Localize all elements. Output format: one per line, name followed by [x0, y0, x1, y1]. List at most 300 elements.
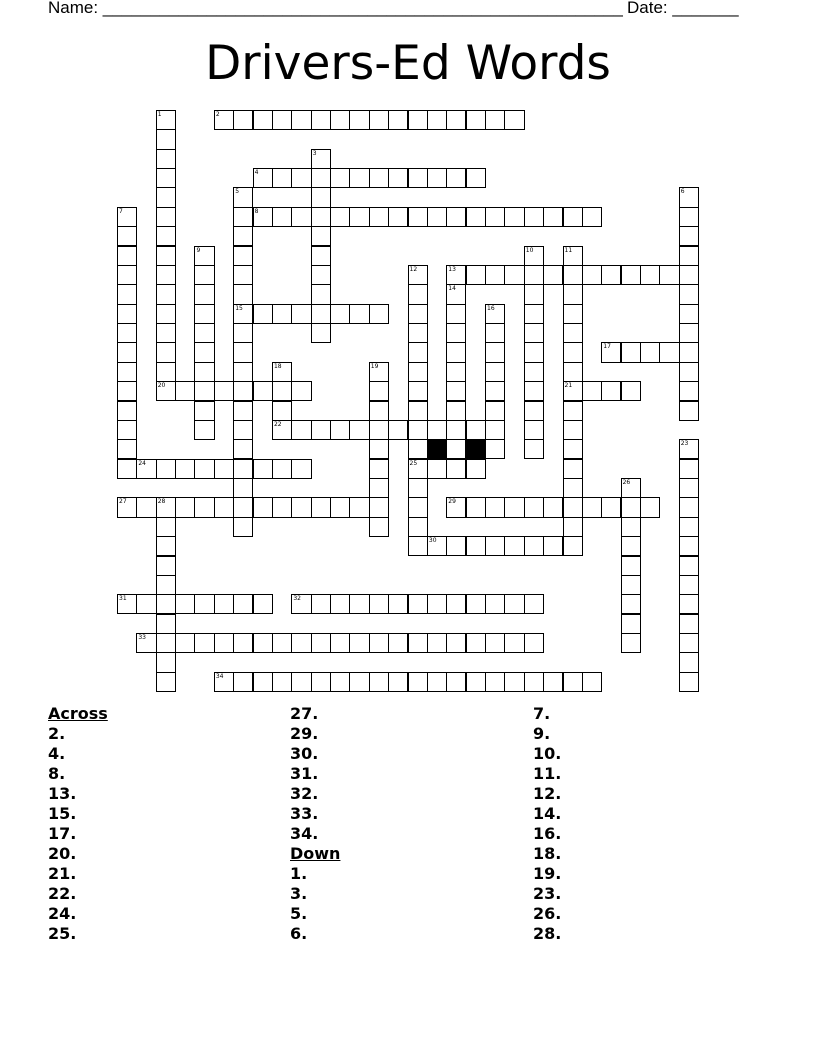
grid-cell[interactable] — [291, 207, 311, 227]
grid-cell[interactable] — [156, 362, 176, 382]
grid-cell[interactable] — [175, 497, 195, 517]
grid-cell[interactable] — [369, 439, 389, 459]
grid-cell[interactable] — [446, 536, 466, 556]
grid-cell[interactable] — [233, 246, 253, 266]
grid-cell[interactable] — [117, 342, 137, 362]
grid-cell[interactable] — [156, 517, 176, 537]
grid-cell[interactable] — [466, 265, 486, 285]
grid-cell[interactable] — [408, 207, 428, 227]
grid-cell[interactable] — [214, 381, 234, 401]
grid-cell[interactable] — [679, 246, 699, 266]
grid-cell[interactable] — [563, 517, 583, 537]
grid-cell[interactable] — [369, 207, 389, 227]
grid-cell[interactable] — [117, 304, 137, 324]
grid-cell[interactable] — [388, 207, 408, 227]
grid-cell[interactable] — [349, 420, 369, 440]
grid-cell[interactable] — [466, 633, 486, 653]
grid-cell[interactable] — [369, 497, 389, 517]
grid-cell[interactable] — [524, 381, 544, 401]
grid-cell[interactable] — [214, 497, 234, 517]
grid-cell[interactable] — [582, 265, 602, 285]
grid-cell[interactable] — [446, 362, 466, 382]
grid-cell[interactable] — [156, 246, 176, 266]
grid-cell[interactable] — [233, 672, 253, 692]
grid-cell[interactable] — [330, 594, 350, 614]
grid-cell[interactable] — [233, 439, 253, 459]
grid-cell[interactable] — [524, 401, 544, 421]
grid-cell[interactable] — [311, 672, 331, 692]
grid-cell[interactable] — [156, 187, 176, 207]
grid-cell[interactable] — [311, 304, 331, 324]
grid-cell[interactable] — [156, 207, 176, 227]
grid-cell[interactable] — [485, 594, 505, 614]
grid-cell[interactable] — [524, 439, 544, 459]
grid-cell[interactable] — [194, 459, 214, 479]
grid-cell[interactable] — [621, 556, 641, 576]
grid-cell[interactable] — [524, 633, 544, 653]
grid-cell[interactable] — [679, 672, 699, 692]
grid-cell[interactable] — [156, 575, 176, 595]
grid-cell[interactable] — [330, 207, 350, 227]
grid-cell[interactable] — [446, 594, 466, 614]
grid-cell[interactable] — [408, 536, 428, 556]
grid-cell[interactable] — [156, 149, 176, 169]
grid-cell[interactable] — [311, 420, 331, 440]
grid-cell[interactable] — [272, 672, 292, 692]
grid-cell[interactable] — [156, 342, 176, 362]
grid-cell[interactable] — [117, 459, 137, 479]
grid-cell[interactable] — [679, 304, 699, 324]
grid-cell[interactable] — [156, 168, 176, 188]
grid-cell[interactable] — [369, 420, 389, 440]
grid-cell[interactable] — [563, 420, 583, 440]
grid-cell[interactable] — [408, 420, 428, 440]
grid-cell[interactable] — [117, 226, 137, 246]
grid-cell[interactable] — [679, 207, 699, 227]
grid-cell[interactable] — [504, 265, 524, 285]
grid-cell[interactable] — [194, 381, 214, 401]
grid-cell[interactable] — [156, 129, 176, 149]
grid-cell[interactable] — [679, 342, 699, 362]
grid-cell[interactable] — [291, 633, 311, 653]
grid-cell[interactable] — [679, 517, 699, 537]
grid-cell[interactable] — [117, 362, 137, 382]
grid-cell[interactable] — [233, 226, 253, 246]
grid-cell[interactable] — [563, 672, 583, 692]
grid-cell[interactable] — [194, 633, 214, 653]
grid-cell[interactable] — [582, 381, 602, 401]
grid-cell[interactable] — [311, 246, 331, 266]
grid-cell[interactable] — [311, 497, 331, 517]
grid-cell[interactable] — [369, 304, 389, 324]
grid-cell[interactable] — [524, 594, 544, 614]
grid-cell[interactable] — [524, 497, 544, 517]
grid-cell[interactable] — [408, 478, 428, 498]
grid-cell[interactable] — [466, 594, 486, 614]
grid-cell[interactable] — [621, 594, 641, 614]
grid-cell[interactable] — [311, 110, 331, 130]
grid-cell[interactable] — [272, 304, 292, 324]
grid-cell[interactable] — [408, 672, 428, 692]
grid-cell[interactable] — [194, 323, 214, 343]
grid-cell[interactable] — [156, 323, 176, 343]
grid-cell[interactable] — [349, 110, 369, 130]
grid-cell[interactable] — [563, 304, 583, 324]
grid-cell[interactable] — [485, 633, 505, 653]
grid-cell[interactable] — [194, 594, 214, 614]
grid-cell[interactable] — [311, 323, 331, 343]
grid-cell[interactable] — [349, 497, 369, 517]
grid-cell[interactable] — [408, 439, 428, 459]
grid-cell[interactable] — [233, 110, 253, 130]
grid-cell[interactable] — [194, 304, 214, 324]
grid-cell[interactable] — [408, 342, 428, 362]
grid-cell[interactable] — [194, 284, 214, 304]
grid-cell[interactable] — [194, 342, 214, 362]
grid-cell[interactable] — [485, 420, 505, 440]
grid-cell[interactable] — [621, 497, 641, 517]
grid-cell[interactable] — [427, 420, 447, 440]
grid-cell[interactable] — [621, 536, 641, 556]
grid-cell[interactable] — [466, 536, 486, 556]
grid-cell[interactable] — [136, 594, 156, 614]
grid-cell[interactable] — [233, 459, 253, 479]
grid-cell[interactable] — [563, 401, 583, 421]
grid-cell[interactable] — [369, 633, 389, 653]
grid-cell[interactable] — [679, 556, 699, 576]
grid-cell[interactable] — [679, 323, 699, 343]
grid-cell[interactable] — [272, 381, 292, 401]
grid-cell[interactable] — [194, 401, 214, 421]
grid-cell[interactable] — [156, 556, 176, 576]
grid-cell[interactable] — [485, 342, 505, 362]
grid-cell[interactable] — [466, 497, 486, 517]
grid-cell[interactable] — [369, 381, 389, 401]
grid-cell[interactable] — [543, 265, 563, 285]
grid-cell[interactable] — [504, 536, 524, 556]
grid-cell[interactable] — [253, 672, 273, 692]
grid-cell[interactable] — [311, 207, 331, 227]
grid-cell[interactable] — [466, 672, 486, 692]
grid-cell[interactable] — [446, 168, 466, 188]
grid-cell[interactable] — [679, 401, 699, 421]
grid-cell[interactable] — [291, 168, 311, 188]
grid-cell[interactable] — [504, 594, 524, 614]
grid-cell[interactable] — [272, 459, 292, 479]
grid-cell[interactable] — [156, 459, 176, 479]
grid-cell[interactable] — [446, 207, 466, 227]
grid-cell[interactable] — [563, 478, 583, 498]
grid-cell[interactable] — [156, 536, 176, 556]
grid-cell[interactable] — [582, 497, 602, 517]
grid-cell[interactable] — [117, 439, 137, 459]
grid-cell[interactable] — [156, 284, 176, 304]
grid-cell[interactable] — [601, 497, 621, 517]
grid-cell[interactable] — [311, 594, 331, 614]
grid-cell[interactable] — [369, 459, 389, 479]
grid-cell[interactable] — [504, 207, 524, 227]
grid-cell[interactable] — [621, 633, 641, 653]
grid-cell[interactable] — [563, 497, 583, 517]
grid-cell[interactable] — [330, 168, 350, 188]
grid-cell[interactable] — [330, 110, 350, 130]
grid-cell[interactable] — [291, 672, 311, 692]
grid-cell[interactable] — [330, 420, 350, 440]
grid-cell[interactable] — [504, 497, 524, 517]
grid-cell[interactable] — [117, 323, 137, 343]
grid-cell[interactable] — [485, 401, 505, 421]
grid-cell[interactable] — [485, 265, 505, 285]
grid-cell[interactable] — [253, 594, 273, 614]
grid-cell[interactable] — [388, 420, 408, 440]
grid-cell[interactable] — [563, 284, 583, 304]
grid-cell[interactable] — [369, 478, 389, 498]
grid-cell[interactable] — [233, 342, 253, 362]
grid-cell[interactable] — [679, 652, 699, 672]
grid-cell[interactable] — [427, 459, 447, 479]
grid-cell[interactable] — [156, 226, 176, 246]
grid-cell[interactable] — [446, 342, 466, 362]
grid-cell[interactable] — [233, 265, 253, 285]
grid-cell[interactable] — [601, 265, 621, 285]
grid-cell[interactable] — [175, 594, 195, 614]
grid-cell[interactable] — [117, 265, 137, 285]
grid-cell[interactable] — [117, 246, 137, 266]
grid-cell[interactable] — [136, 497, 156, 517]
grid-cell[interactable] — [485, 497, 505, 517]
grid-cell[interactable] — [388, 672, 408, 692]
grid-cell[interactable] — [117, 401, 137, 421]
grid-cell[interactable] — [408, 401, 428, 421]
grid-cell[interactable] — [466, 459, 486, 479]
grid-cell[interactable] — [485, 381, 505, 401]
grid-cell[interactable] — [369, 110, 389, 130]
grid-cell[interactable] — [446, 633, 466, 653]
grid-cell[interactable] — [504, 633, 524, 653]
grid-cell[interactable] — [369, 168, 389, 188]
grid-cell[interactable] — [446, 323, 466, 343]
grid-cell[interactable] — [291, 304, 311, 324]
grid-cell[interactable] — [272, 633, 292, 653]
grid-cell[interactable] — [466, 420, 486, 440]
grid-cell[interactable] — [446, 420, 466, 440]
grid-cell[interactable] — [408, 381, 428, 401]
grid-cell[interactable] — [524, 342, 544, 362]
grid-cell[interactable] — [446, 672, 466, 692]
grid-cell[interactable] — [175, 633, 195, 653]
grid-cell[interactable] — [679, 226, 699, 246]
grid-cell[interactable] — [679, 284, 699, 304]
grid-cell[interactable] — [194, 362, 214, 382]
grid-cell[interactable] — [272, 207, 292, 227]
grid-cell[interactable] — [427, 633, 447, 653]
grid-cell[interactable] — [446, 439, 466, 459]
grid-cell[interactable] — [156, 652, 176, 672]
grid-cell[interactable] — [311, 284, 331, 304]
grid-cell[interactable] — [214, 633, 234, 653]
grid-cell[interactable] — [563, 536, 583, 556]
grid-cell[interactable] — [311, 633, 331, 653]
grid-cell[interactable] — [194, 265, 214, 285]
grid-cell[interactable] — [388, 633, 408, 653]
grid-cell[interactable] — [408, 633, 428, 653]
grid-cell[interactable] — [679, 594, 699, 614]
grid-cell[interactable] — [272, 168, 292, 188]
grid-cell[interactable] — [194, 420, 214, 440]
grid-cell[interactable] — [621, 517, 641, 537]
grid-cell[interactable] — [175, 459, 195, 479]
grid-cell[interactable] — [214, 459, 234, 479]
grid-cell[interactable] — [117, 381, 137, 401]
grid-cell[interactable] — [427, 110, 447, 130]
grid-cell[interactable] — [485, 672, 505, 692]
grid-cell[interactable] — [369, 401, 389, 421]
grid-cell[interactable] — [563, 342, 583, 362]
grid-cell[interactable] — [621, 381, 641, 401]
grid-cell[interactable] — [349, 672, 369, 692]
grid-cell[interactable] — [369, 594, 389, 614]
grid-cell[interactable] — [194, 497, 214, 517]
grid-cell[interactable] — [563, 323, 583, 343]
grid-cell[interactable] — [524, 362, 544, 382]
grid-cell[interactable] — [175, 381, 195, 401]
grid-cell[interactable] — [659, 342, 679, 362]
grid-cell[interactable] — [485, 536, 505, 556]
grid-cell[interactable] — [233, 381, 253, 401]
grid-cell[interactable] — [388, 594, 408, 614]
grid-cell[interactable] — [233, 284, 253, 304]
grid-cell[interactable] — [291, 497, 311, 517]
grid-cell[interactable] — [311, 187, 331, 207]
grid-cell[interactable] — [621, 614, 641, 634]
grid-cell[interactable] — [524, 265, 544, 285]
grid-cell[interactable] — [311, 226, 331, 246]
grid-cell[interactable] — [117, 284, 137, 304]
grid-cell[interactable] — [543, 497, 563, 517]
grid-cell[interactable] — [233, 478, 253, 498]
grid-cell[interactable] — [408, 168, 428, 188]
grid-cell[interactable] — [408, 517, 428, 537]
grid-cell[interactable] — [679, 265, 699, 285]
grid-cell[interactable] — [272, 497, 292, 517]
grid-cell[interactable] — [679, 381, 699, 401]
grid-cell[interactable] — [291, 420, 311, 440]
grid-cell[interactable] — [253, 459, 273, 479]
grid-cell[interactable] — [233, 420, 253, 440]
grid-cell[interactable] — [543, 207, 563, 227]
grid-cell[interactable] — [621, 575, 641, 595]
grid-cell[interactable] — [524, 207, 544, 227]
grid-cell[interactable] — [485, 362, 505, 382]
grid-cell[interactable] — [253, 381, 273, 401]
grid-cell[interactable] — [485, 323, 505, 343]
grid-cell[interactable] — [156, 265, 176, 285]
grid-cell[interactable] — [679, 536, 699, 556]
grid-cell[interactable] — [640, 497, 660, 517]
grid-cell[interactable] — [233, 207, 253, 227]
grid-cell[interactable] — [485, 439, 505, 459]
grid-cell[interactable] — [233, 323, 253, 343]
grid-cell[interactable] — [563, 439, 583, 459]
grid-cell[interactable] — [117, 420, 137, 440]
grid-cell[interactable] — [679, 459, 699, 479]
grid-cell[interactable] — [640, 265, 660, 285]
grid-cell[interactable] — [446, 381, 466, 401]
grid-cell[interactable] — [446, 459, 466, 479]
grid-cell[interactable] — [543, 536, 563, 556]
grid-cell[interactable] — [640, 342, 660, 362]
grid-cell[interactable] — [253, 110, 273, 130]
grid-cell[interactable] — [349, 207, 369, 227]
grid-cell[interactable] — [291, 381, 311, 401]
grid-cell[interactable] — [156, 594, 176, 614]
grid-cell[interactable] — [427, 594, 447, 614]
grid-cell[interactable] — [582, 207, 602, 227]
grid-cell[interactable] — [601, 381, 621, 401]
grid-cell[interactable] — [408, 284, 428, 304]
grid-cell[interactable] — [563, 362, 583, 382]
grid-cell[interactable] — [524, 304, 544, 324]
grid-cell[interactable] — [679, 633, 699, 653]
grid-cell[interactable] — [679, 478, 699, 498]
grid-cell[interactable] — [563, 459, 583, 479]
grid-cell[interactable] — [408, 594, 428, 614]
grid-cell[interactable] — [582, 672, 602, 692]
grid-cell[interactable] — [524, 536, 544, 556]
grid-cell[interactable] — [330, 497, 350, 517]
grid-cell[interactable] — [408, 362, 428, 382]
grid-cell[interactable] — [233, 362, 253, 382]
grid-cell[interactable] — [253, 633, 273, 653]
grid-cell[interactable] — [563, 265, 583, 285]
grid-cell[interactable] — [524, 284, 544, 304]
grid-cell[interactable] — [291, 110, 311, 130]
grid-cell[interactable] — [330, 633, 350, 653]
grid-cell[interactable] — [388, 168, 408, 188]
grid-cell[interactable] — [679, 497, 699, 517]
grid-cell[interactable] — [349, 594, 369, 614]
grid-cell[interactable] — [311, 168, 331, 188]
grid-cell[interactable] — [621, 265, 641, 285]
grid-cell[interactable] — [311, 265, 331, 285]
grid-cell[interactable] — [233, 401, 253, 421]
grid-cell[interactable] — [349, 168, 369, 188]
grid-cell[interactable] — [156, 304, 176, 324]
grid-cell[interactable] — [408, 497, 428, 517]
grid-cell[interactable] — [466, 168, 486, 188]
grid-cell[interactable] — [466, 207, 486, 227]
grid-cell[interactable] — [446, 110, 466, 130]
grid-cell[interactable] — [485, 207, 505, 227]
grid-cell[interactable] — [485, 110, 505, 130]
grid-cell[interactable] — [233, 633, 253, 653]
grid-cell[interactable] — [349, 304, 369, 324]
grid-cell[interactable] — [330, 304, 350, 324]
grid-cell[interactable] — [156, 672, 176, 692]
grid-cell[interactable] — [679, 614, 699, 634]
grid-cell[interactable] — [408, 110, 428, 130]
grid-cell[interactable] — [504, 110, 524, 130]
grid-cell[interactable] — [427, 672, 447, 692]
grid-cell[interactable] — [524, 323, 544, 343]
grid-cell[interactable] — [156, 614, 176, 634]
grid-cell[interactable] — [446, 401, 466, 421]
grid-cell[interactable] — [563, 207, 583, 227]
grid-cell[interactable] — [156, 633, 176, 653]
grid-cell[interactable] — [272, 401, 292, 421]
grid-cell[interactable] — [543, 672, 563, 692]
grid-cell[interactable] — [369, 517, 389, 537]
